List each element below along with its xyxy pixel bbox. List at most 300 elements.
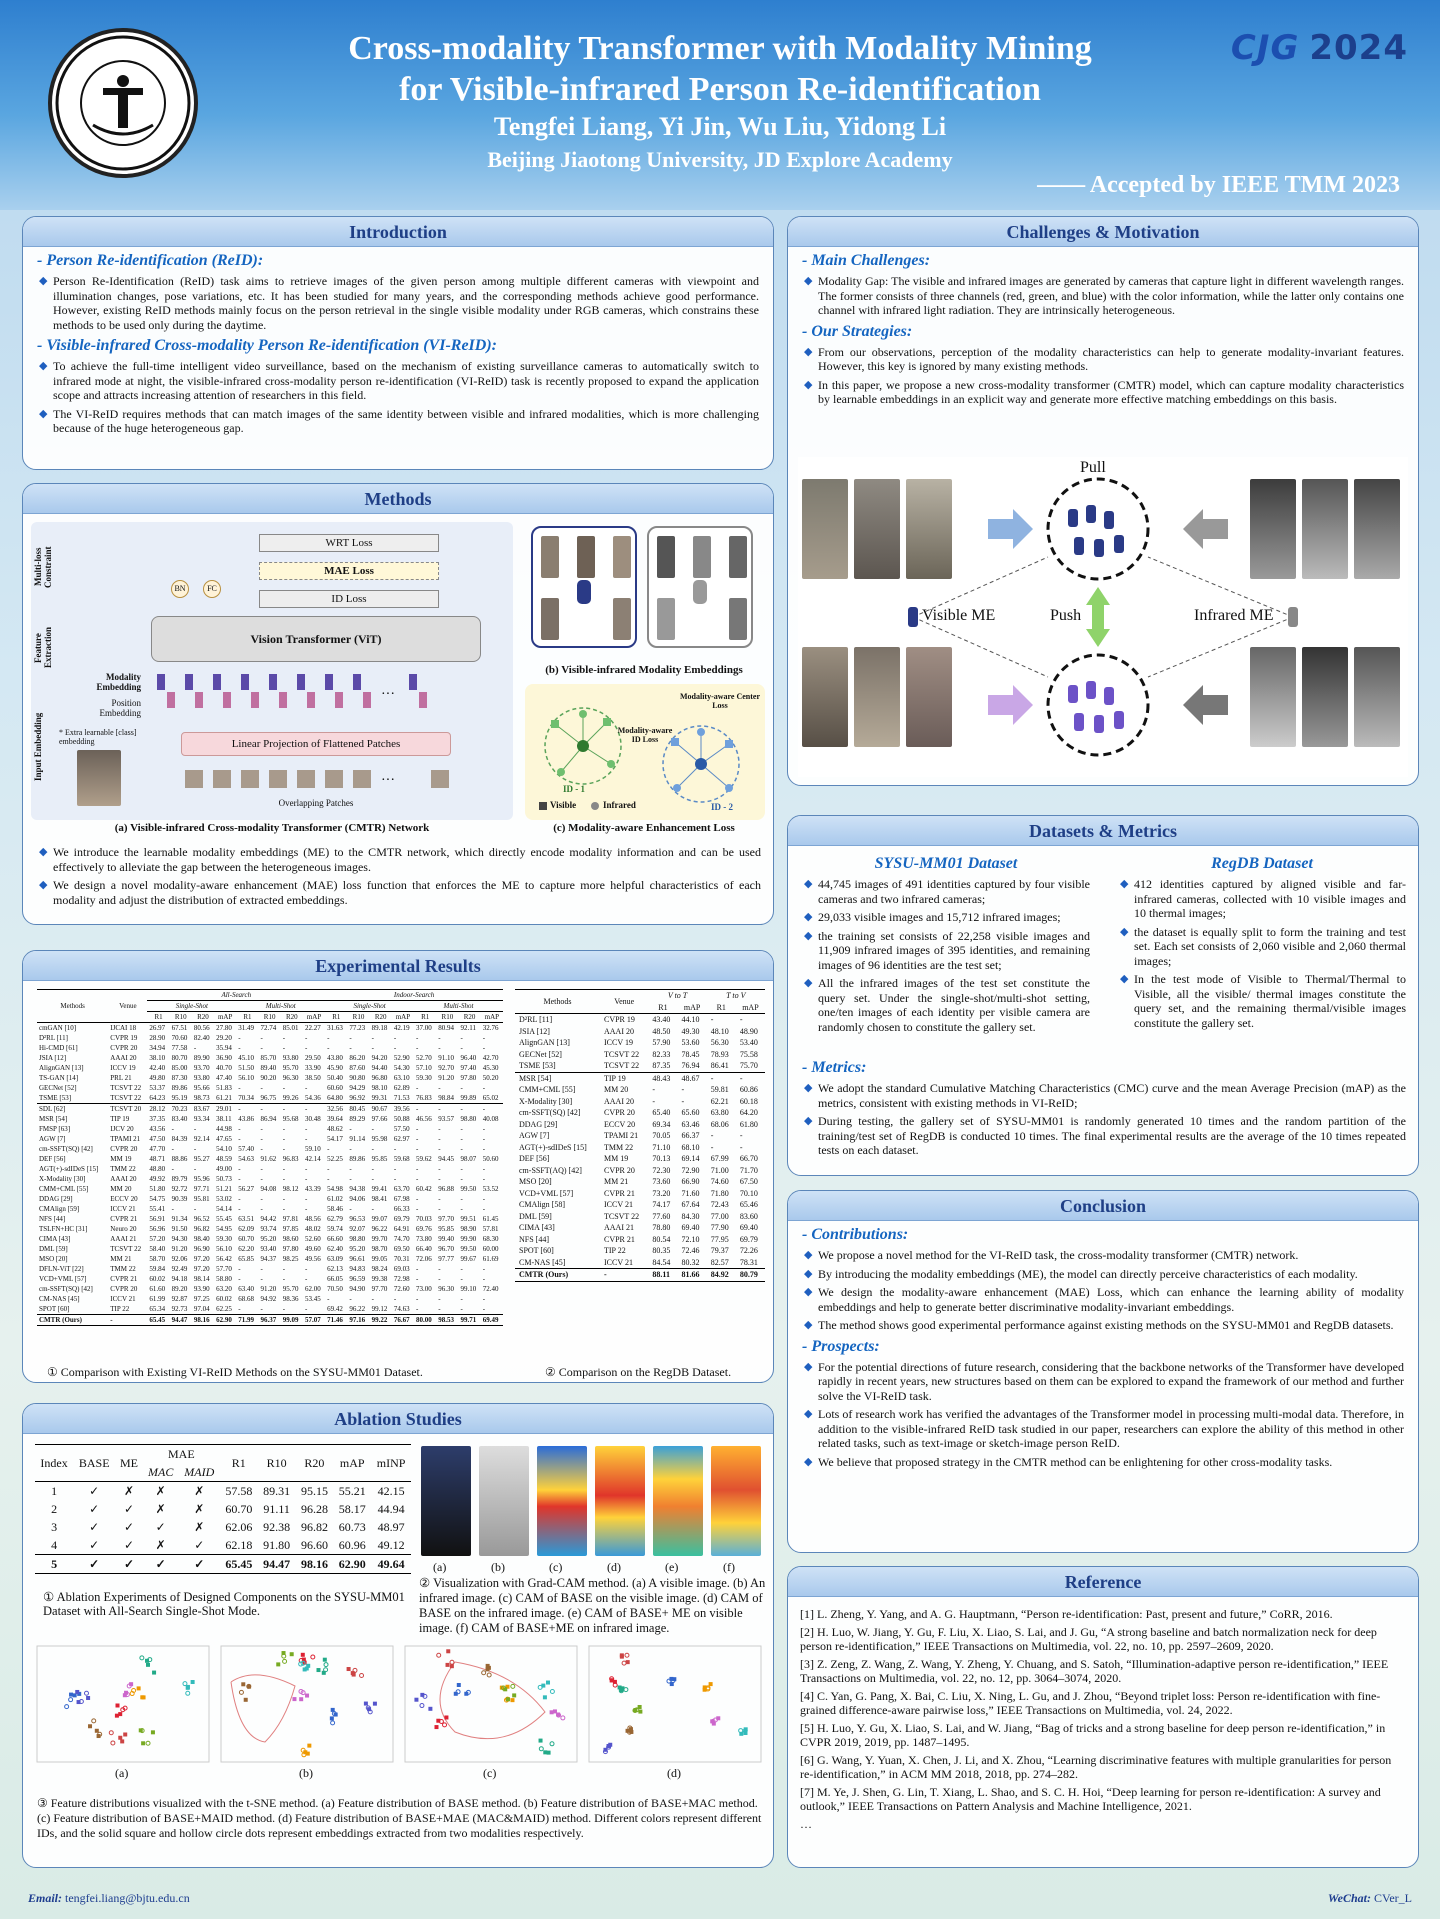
table-cell: 54.98 <box>327 1185 343 1193</box>
id2-label: ID - 2 <box>711 802 733 812</box>
table-cell: 97.70 <box>371 1285 388 1293</box>
table-cell: - <box>282 1165 286 1173</box>
table-cell: ✓ <box>89 1484 100 1498</box>
table-cell: 94.38 <box>349 1185 366 1193</box>
table-cell: - <box>327 1145 330 1153</box>
table-cell: 52.60 <box>304 1235 321 1243</box>
tsne-point <box>86 1696 90 1700</box>
tsne-point <box>239 1690 243 1694</box>
visible-sample <box>613 536 631 578</box>
table-cell: - <box>460 1205 463 1213</box>
sysu-bullet-4: ◆ All the infrared images of the test set constitute the query set. Under the single-shot/multi-shot setting, one/ten images of each identity per visible camera are randomly chosen to constitute the gallery set. <box>804 976 1090 1034</box>
table-cell: 73.80 <box>416 1235 432 1243</box>
svg-text:···: ··· <box>381 773 395 788</box>
tsne-point <box>624 1688 628 1692</box>
table-cell: ICCV 19 <box>603 1038 633 1047</box>
table-cell: ✗ <box>194 1484 205 1498</box>
table-cell: 63.70 <box>393 1185 410 1193</box>
table-cell: 60.42 <box>416 1185 432 1193</box>
table-cell: 68.68 <box>238 1295 255 1303</box>
tsne-figure <box>35 1642 763 1782</box>
table-cell: 97.80 <box>460 1074 477 1082</box>
methods-bullet-2: ◆ We design a novel modality-aware enhancement (MAE) loss function that enforces the ME to capture more helpful characteristics of each modality and adjust the distribution of extracted embeddings. <box>39 878 761 907</box>
group-all-search: All-Search <box>147 990 325 1001</box>
tsne-point <box>420 1704 424 1708</box>
id1-label: ID - 1 <box>563 784 585 794</box>
table-cell: TCSVT 22 <box>110 1084 142 1092</box>
reference-item: [7] M. Ye, J. Shen, G. Lin, T. Xiang, L. Shao, and S. C. H. Hoi, “Deep learning for person re-identification: A survey and outlook,” IEEE Transactions on Pattern Analysis and Machine Intelligence, 2021. <box>800 1784 1381 1813</box>
table-cell: - <box>260 1125 263 1133</box>
table-cell: 89.20 <box>171 1285 188 1293</box>
metric-header: mAP <box>303 1012 325 1023</box>
table-cell: 61.45 <box>482 1215 499 1223</box>
prospect-2: ◆ Lots of research work has verified the advantages of the Transformer model in processing multi-modal data. Therefore, in addition to the visible-infrared ReID task studied in our paper, researchers can explore the ability of this method in other related tasks, such as text-image or sketch-image person ReID. <box>804 1407 1404 1451</box>
table-cell: 38.50 <box>304 1074 321 1082</box>
table-row <box>37 1114 503 1124</box>
tsne-point <box>146 1663 150 1667</box>
tsne-point <box>506 1697 510 1701</box>
table-cell: 56.42 <box>216 1255 232 1263</box>
table-cell: 96.83 <box>282 1155 299 1163</box>
table-cell: 55.41 <box>149 1205 166 1213</box>
table-cell: 62.00 <box>304 1285 321 1293</box>
table-cell: ✗ <box>155 1538 166 1552</box>
table-cell: 93.80 <box>282 1054 299 1062</box>
table-cell: 99.07 <box>371 1215 388 1223</box>
table-cell: 72.90 <box>681 1165 700 1175</box>
table-cell: 66.90 <box>681 1177 700 1186</box>
table-cell: 65.02 <box>482 1094 499 1102</box>
table-cell: 92.38 <box>263 1520 291 1534</box>
table-cell: 99.12 <box>371 1305 388 1313</box>
metric-header: R1 <box>414 1012 436 1023</box>
table-cell: - <box>393 1034 397 1042</box>
table-cell: 95.85 <box>438 1225 455 1233</box>
intro-sub-reid: - Person Re-identification (ReID): <box>37 252 264 269</box>
cam-label-b: (b) <box>491 1560 505 1574</box>
table-cell: 99.71 <box>458 1315 480 1326</box>
tsne-point <box>311 1655 315 1659</box>
linear-projection-block: Linear Projection of Flattened Patches <box>181 732 451 756</box>
table-cell: 61.69 <box>482 1255 499 1263</box>
table-cell: 65.46 <box>739 1200 758 1209</box>
table-cell: - <box>304 1125 308 1133</box>
table-cell: 72.30 <box>652 1165 671 1175</box>
experiments-heading: Experimental Results <box>23 951 773 981</box>
gradcam-figure <box>417 1442 767 1576</box>
table-cell: 54.75 <box>149 1195 166 1203</box>
table-cell: - <box>482 1084 486 1092</box>
table-cell: 62.89 <box>393 1084 410 1092</box>
table-cell: 68.10 <box>681 1142 700 1152</box>
table-cell: DDAG [29] <box>39 1195 73 1203</box>
metric-header: R20 <box>281 1012 303 1023</box>
tsne-point <box>299 1697 303 1701</box>
tsne-point <box>109 1731 113 1735</box>
table-cell: 72.60 <box>393 1285 410 1293</box>
table-cell: 31.49 <box>238 1024 255 1032</box>
table-cell: 66.70 <box>739 1154 758 1163</box>
table-cell: 60.18 <box>739 1096 758 1106</box>
table-cell: 99.09 <box>281 1315 303 1326</box>
tsne-point <box>118 1736 122 1740</box>
table-cell: 33.90 <box>304 1064 321 1072</box>
vit-block: Vision Transformer (ViT) <box>151 616 481 662</box>
table-cell: 98.16 <box>296 1555 334 1574</box>
side-label-feature-extraction: Feature Extraction <box>33 627 53 669</box>
table-cell: 97.25 <box>193 1295 210 1303</box>
cam-visible-image <box>421 1446 471 1556</box>
table-cell: - <box>349 1034 352 1042</box>
table-cell: AAAI 21 <box>110 1235 137 1243</box>
table-cell: - <box>260 1165 263 1173</box>
methods-heading: Methods <box>23 484 773 514</box>
table-cell: 43.40 <box>652 1015 671 1024</box>
table-cell: - <box>238 1125 241 1133</box>
table-cell: 69.14 <box>681 1154 700 1163</box>
table-cell: 77.90 <box>710 1223 729 1232</box>
mae-id-label: Modality-aware ID Loss <box>617 726 673 744</box>
table-row <box>37 1304 503 1315</box>
table-cell: X-Modality [30] <box>39 1175 86 1183</box>
metric-header: R10 <box>347 1012 369 1023</box>
table-cell: CVPR 20 <box>110 1145 138 1153</box>
fc-node: FC <box>203 580 221 598</box>
table-cell: - <box>282 1044 286 1052</box>
table-cell: 80.35 <box>652 1246 671 1255</box>
tsne-point <box>65 1705 69 1709</box>
table-cell: - <box>739 1142 743 1152</box>
table-cell: - <box>304 1105 308 1113</box>
table-cell: AlignGAN [13] <box>519 1038 570 1047</box>
table-cell: - <box>739 1073 743 1083</box>
table-cell: - <box>460 1034 463 1042</box>
table-row <box>515 1153 765 1165</box>
tsne-point <box>414 1698 418 1702</box>
table-cell: 67.98 <box>393 1195 410 1203</box>
table-cell: Neuro 20 <box>110 1225 137 1233</box>
tsne-point <box>546 1681 550 1685</box>
table-cell: - <box>460 1135 463 1143</box>
tsne-point <box>561 1716 565 1720</box>
table-cell: 95.96 <box>193 1175 210 1183</box>
cam-label-d: (d) <box>607 1560 621 1574</box>
table-cell: 80.00 <box>414 1315 436 1326</box>
col-map: mAP <box>333 1445 371 1482</box>
table-cell: - <box>108 1315 147 1326</box>
tsne-point <box>305 1694 309 1698</box>
table-cell: 97.81 <box>282 1215 299 1223</box>
table-cell: IJCAI 18 <box>110 1024 137 1032</box>
table-cell: 95.20 <box>349 1245 366 1253</box>
table-cell: 60.02 <box>149 1275 166 1283</box>
table-cell: - <box>260 1034 263 1042</box>
table-cell: 94.30 <box>171 1235 188 1243</box>
tsne-point <box>316 1668 320 1672</box>
sysu-results-table <box>37 989 503 1326</box>
cmtr-network-figure <box>31 522 513 820</box>
table-cell: 67.51 <box>171 1024 188 1032</box>
table-row <box>37 1043 503 1053</box>
table-cell: - <box>710 1015 714 1024</box>
table-cell: 78.80 <box>652 1223 671 1232</box>
table-cell: 48.43 <box>652 1073 671 1083</box>
table-cell: 53.40 <box>739 1038 758 1047</box>
table-cell: 66.37 <box>681 1131 700 1140</box>
table-cell: - <box>371 1034 374 1042</box>
table-cell: - <box>371 1125 374 1133</box>
table-cell: 27.80 <box>216 1024 232 1032</box>
table-cell: - <box>393 1165 397 1173</box>
table-cell: - <box>260 1305 263 1313</box>
tsne-point <box>141 1741 145 1745</box>
table-row <box>515 1026 765 1038</box>
regdb-bullet-1: ◆ 412 identities captured by aligned visible and far-infrared cameras, collected with 10 visible images and 10 thermal images; <box>1120 877 1406 921</box>
regdb-table-wrap <box>515 989 765 1282</box>
col-r20: R20 <box>296 1445 334 1482</box>
table-cell: MSO [20] <box>39 1255 68 1263</box>
table-cell: 99.31 <box>371 1094 388 1102</box>
visible-sample <box>613 598 631 640</box>
table-cell: 94.18 <box>171 1275 188 1283</box>
table-cell: 52.70 <box>416 1054 432 1062</box>
tsne-point <box>88 1724 92 1728</box>
table-cell: 61.99 <box>149 1295 166 1303</box>
table-row <box>35 1518 411 1536</box>
table-cell: JSIA [12] <box>39 1054 67 1062</box>
footer-wechat <box>1328 1891 1412 1906</box>
challenges-bullet-1: ◆ Modality Gap: The visible and infrared images are generated by cameras that capture light in different wavelength ranges. The former consists of three channels (red, green, and blue) with the color information, while the latter only contains one channel with infrared light radiation. They are intrinsically heterogeneous. <box>804 274 1404 318</box>
table-cell: 96.92 <box>349 1094 366 1102</box>
tsne-point <box>137 1686 141 1690</box>
infrared-embedding-group <box>647 526 753 648</box>
table-cell: - <box>710 1142 714 1152</box>
table-cell: 98.40 <box>193 1235 210 1243</box>
table-cell: 77.23 <box>349 1024 366 1032</box>
table-cell: ICCV 21 <box>110 1295 136 1303</box>
table-cell: 91.11 <box>263 1502 290 1516</box>
table-cell: 72.43 <box>710 1200 729 1209</box>
table-cell: 80.56 <box>193 1024 210 1032</box>
table-cell: - <box>304 1205 308 1213</box>
table-cell: 71.53 <box>393 1094 410 1102</box>
table-row <box>37 1164 503 1174</box>
table-cell: 50.60 <box>482 1155 499 1163</box>
table-cell: 50.40 <box>327 1074 343 1082</box>
table-cell: MSO [20] <box>519 1177 552 1186</box>
table-cell: 38.10 <box>149 1054 166 1062</box>
footer-email <box>28 1891 190 1906</box>
table-cell: D²RL [11] <box>519 1015 553 1024</box>
table-cell: 86.41 <box>710 1061 729 1070</box>
table-row <box>515 1188 765 1200</box>
table-cell: 98.60 <box>282 1235 299 1243</box>
table-cell: - <box>393 1044 397 1052</box>
table-cell: CVPR 19 <box>110 1034 138 1042</box>
table-cell: - <box>438 1175 441 1183</box>
table-cell: SPOT [60] <box>39 1305 70 1313</box>
table-cell: - <box>416 1135 419 1143</box>
table-cell: 96.53 <box>349 1215 366 1223</box>
table-cell: 92.06 <box>171 1255 188 1263</box>
table-cell: 57.90 <box>652 1038 671 1047</box>
table-cell: 97.20 <box>193 1265 210 1273</box>
group-indoor-search: Indoor-Search <box>325 990 503 1001</box>
table-cell: 93.70 <box>193 1064 210 1072</box>
table-cell: - <box>282 1175 286 1183</box>
table-cell: 59.84 <box>149 1265 166 1273</box>
table-cell: ✓ <box>143 1555 179 1574</box>
table-cell: 97.40 <box>460 1064 477 1072</box>
table-cell: - <box>282 1195 286 1203</box>
position-embedding-label: Position Embedding <box>99 698 141 718</box>
table-cell: D²RL [11] <box>39 1034 68 1042</box>
tsne-point <box>301 1653 305 1657</box>
table-cell: - <box>460 1275 463 1283</box>
table-cell: 90.67 <box>371 1105 388 1113</box>
tsne-label-b: (b) <box>299 1766 313 1780</box>
table-cell: 49.56 <box>304 1255 321 1263</box>
table-row <box>37 1194 503 1204</box>
methods-caption-b: (b) Visible-infrared Modality Embeddings <box>545 664 743 676</box>
table-cell: 97.66 <box>371 1115 388 1123</box>
table-cell: 57.81 <box>482 1225 499 1233</box>
table-cell: 29.20 <box>216 1034 232 1042</box>
table-cell: 53.02 <box>216 1195 232 1203</box>
contribution-4: ◆ The method shows good experimental performance against existing methods on the SYSU-MM01 and RegDB datasets. <box>804 1318 1404 1333</box>
table-cell: 98.80 <box>349 1235 366 1243</box>
table-cell: 94.29 <box>349 1084 366 1092</box>
table-cell: TCSVT 22 <box>110 1094 142 1102</box>
table-cell: - <box>371 1205 374 1213</box>
table-cell: - <box>438 1195 441 1203</box>
table-cell: - <box>482 1034 486 1042</box>
table-cell: 60.02 <box>216 1295 232 1303</box>
table-cell: - <box>416 1195 419 1203</box>
metric-header: R20 <box>192 1012 214 1023</box>
tsne-point <box>323 1658 327 1662</box>
table-cell: 50.20 <box>482 1074 499 1082</box>
table-cell: 51.50 <box>238 1064 255 1072</box>
poster-header <box>0 0 1440 210</box>
table-cell: 80.45 <box>349 1105 366 1113</box>
metrics-sub: - Metrics: <box>802 1059 867 1076</box>
table-cell: 98.53 <box>436 1315 458 1326</box>
table-cell: 28.12 <box>149 1105 166 1113</box>
table-cell: 98.80 <box>460 1115 477 1123</box>
col-methods: Methods <box>515 990 600 1014</box>
table-cell: 48.02 <box>304 1225 321 1233</box>
table-cell: 60.70 <box>238 1235 255 1243</box>
tsne-point <box>118 1712 122 1716</box>
tsne-point <box>307 1744 311 1748</box>
ablation-caption-2: ② Visualization with Grad-CAM method. (a) A visible image. (b) An infrared image. (c) CAM of BASE on the visible image. (d) CAM of BASE on the infrared image. (e) CAM of BASE+ ME on visible image. (f) CAM of BASE+ME on infrared image. <box>419 1576 766 1635</box>
table-cell: 77.58 <box>171 1044 188 1052</box>
datasets-heading: Datasets & Metrics <box>788 816 1418 846</box>
table-cell: 55.21 <box>338 1484 366 1498</box>
table-cell: 36.90 <box>216 1054 232 1062</box>
table-cell: 98.70 <box>371 1245 388 1253</box>
table-cell: - <box>349 1044 352 1052</box>
table-cell: 48.62 <box>327 1125 343 1133</box>
table-cell: - <box>282 1275 286 1283</box>
metric-header: R1 <box>325 1012 347 1023</box>
table-cell: 44.98 <box>216 1125 232 1133</box>
metric-header: R20 <box>370 1012 392 1023</box>
table-cell: 78.45 <box>681 1049 700 1059</box>
table-cell: 64.23 <box>149 1094 166 1102</box>
tsne-point <box>75 1690 79 1694</box>
table-cell: - <box>438 1084 441 1092</box>
table-cell: - <box>652 1096 656 1106</box>
sysu-bullet-3: ◆ the training set consists of 22,258 visible images and 11,909 infrared images of 395 identities, and remaining images of 96 identities are the test set; <box>804 929 1090 973</box>
table-cell: 91.80 <box>263 1538 291 1552</box>
table-cell: 73.20 <box>652 1188 671 1198</box>
table-cell: 42.19 <box>393 1024 410 1032</box>
wrt-loss-box: WRT Loss <box>259 534 439 552</box>
methods-panel <box>22 483 774 925</box>
table-row <box>515 1060 765 1072</box>
mae-center-label: Modality-aware Center Loss <box>679 692 761 710</box>
col-mac: MAC <box>143 1463 179 1482</box>
table-cell: MSR [54] <box>39 1115 68 1123</box>
table-cell: 97.77 <box>438 1255 455 1263</box>
table-cell: 80.32 <box>681 1257 700 1267</box>
table-cell: 62.97 <box>393 1135 410 1143</box>
table-cell: 58.70 <box>149 1255 166 1263</box>
tsne-point <box>140 1656 144 1660</box>
table-cell: - <box>710 1131 714 1140</box>
col-r10: R10 <box>258 1445 296 1482</box>
intro-bullet-1: ◆ Person Re-Identification (ReID) task aims to retrieve images of the given person among multiple different cameras with viewpoint and illumination changes, pose variations, etc. It has been studied for many years, and the corresponding methods achieve good performance. However, existing ReID methods mainly focus on the person retrieval in the single visible modality under RGB cameras, which constrains these methods to be used only during the daytime. <box>39 274 759 332</box>
bn-node: BN <box>171 580 189 598</box>
metrics-bullet-2: ◆ During testing, the gallery set of SYSU-MM01 is randomly generated 10 times and the random partition of the training/test set of RegDB is conducted 10 times. The final experimental results are the average of the 10 times repeated tests on each dataset. <box>804 1114 1406 1158</box>
table-cell: - <box>304 1135 308 1143</box>
table-cell: - <box>282 1265 286 1273</box>
table-cell: 94.45 <box>438 1155 455 1163</box>
table-cell: ✓ <box>115 1555 143 1574</box>
table-cell: 95.66 <box>193 1084 210 1092</box>
sub-multi-shot: Multi-Shot <box>414 1001 503 1012</box>
tsne-point <box>503 1687 507 1691</box>
email-value[interactable]: tengfei.liang@bjtu.edu.cn <box>65 1891 190 1905</box>
table-cell: 50.73 <box>216 1175 232 1183</box>
table-cell: 97.70 <box>438 1215 455 1223</box>
tsne-point <box>330 1716 334 1720</box>
table-cell: 45.30 <box>482 1064 499 1072</box>
table-row <box>37 1224 503 1234</box>
table-cell: - <box>438 1044 441 1052</box>
table-cell: ✓ <box>123 1538 135 1552</box>
cam-label-f: (f) <box>723 1560 735 1574</box>
experiments-panel <box>22 950 774 1383</box>
tsne-point <box>123 1732 127 1736</box>
metric-header: R1 <box>147 1012 169 1023</box>
col-venue: Venue <box>600 990 648 1014</box>
table-row <box>37 1174 503 1184</box>
table-cell: 82.57 <box>710 1257 729 1267</box>
modality-embeddings-figure <box>521 522 767 662</box>
table-cell: 70.13 <box>652 1154 671 1163</box>
pull-label: Pull <box>1080 459 1106 476</box>
infrared-me-token <box>693 580 707 604</box>
tsne-point <box>92 1719 96 1723</box>
infrared-sample <box>693 536 711 578</box>
table-cell: - <box>304 1044 308 1052</box>
table-cell: 70.31 <box>393 1255 410 1263</box>
sub-multi-shot: Multi-Shot <box>236 1001 325 1012</box>
prospect-3: ◆ We believe that proposed strategy in the CMTR method can be enlightening for other cross-modality tasks. <box>804 1455 1404 1470</box>
